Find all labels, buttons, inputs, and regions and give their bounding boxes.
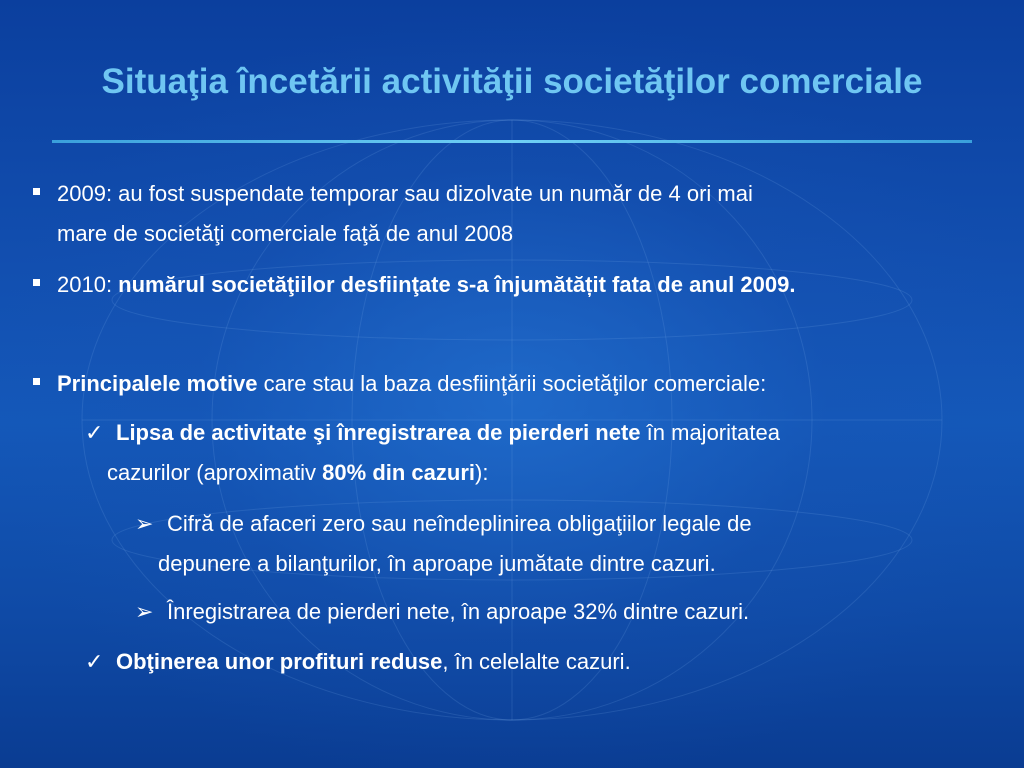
arrowhead-bullet-icon: ➢ (135, 599, 154, 624)
bullet-2009-line1: 2009: au fost suspendate temporar sau dizolvate un număr de 4 ori mai (57, 181, 753, 206)
bullet-2009-line2: mare de societăţi comerciale faţă de anul 2008 (57, 221, 514, 246)
check-lack-of-activity-line1 (116, 420, 780, 446)
checkmark-icon: ✓ (85, 420, 104, 445)
bullet-2010-bold: numărul societăţiilor desfiinţate s-a înjumătățit fata de anul 2009. (118, 272, 796, 297)
square-bullet-icon (33, 188, 40, 195)
arrowhead-bullet-icon: ➢ (135, 511, 154, 536)
bullet-2010-prefix: 2010: (57, 272, 119, 297)
check-reduced-profits-bold: Obţinerea unor profituri reduse (116, 649, 443, 674)
arrow-net-losses: Înregistrarea de pierderi nete, în aproape 32% dintre cazuri. (167, 599, 750, 624)
slide-title: Situaţia încetării activităţii societăţilor comerciale (101, 62, 923, 101)
check-line2-bold: 80% din cazuri (322, 460, 476, 485)
check-line2-end: ): (475, 460, 489, 485)
check-lack-of-activity-line2 (107, 460, 488, 486)
check-lack-of-activity-bold: Lipsa de activitate şi înregistrarea de pierderi nete (116, 420, 641, 445)
square-bullet-icon (33, 279, 40, 286)
check-lack-of-activity-rest: în majoritatea (640, 420, 780, 445)
arrow-zero-turnover-line1: Cifră de afaceri zero sau neîndeplinirea obligaţiilor legale de (167, 511, 752, 536)
bullet-motives-bold: Principalele motive (57, 371, 258, 396)
square-bullet-icon (33, 378, 40, 385)
check-reduced-profits-rest: , în celelalte cazuri. (442, 649, 631, 674)
bullet-2010 (57, 272, 795, 298)
bullet-motives (57, 371, 766, 397)
arrow-zero-turnover-line2: depunere a bilanţurilor, în aproape jumătate dintre cazuri. (158, 551, 716, 576)
check-reduced-profits (116, 649, 631, 675)
bullet-motives-rest: care stau la baza desfiinţării societăţilor comerciale: (257, 371, 767, 396)
checkmark-icon: ✓ (85, 649, 104, 674)
check-line2-start: cazurilor (aproximativ (107, 460, 323, 485)
